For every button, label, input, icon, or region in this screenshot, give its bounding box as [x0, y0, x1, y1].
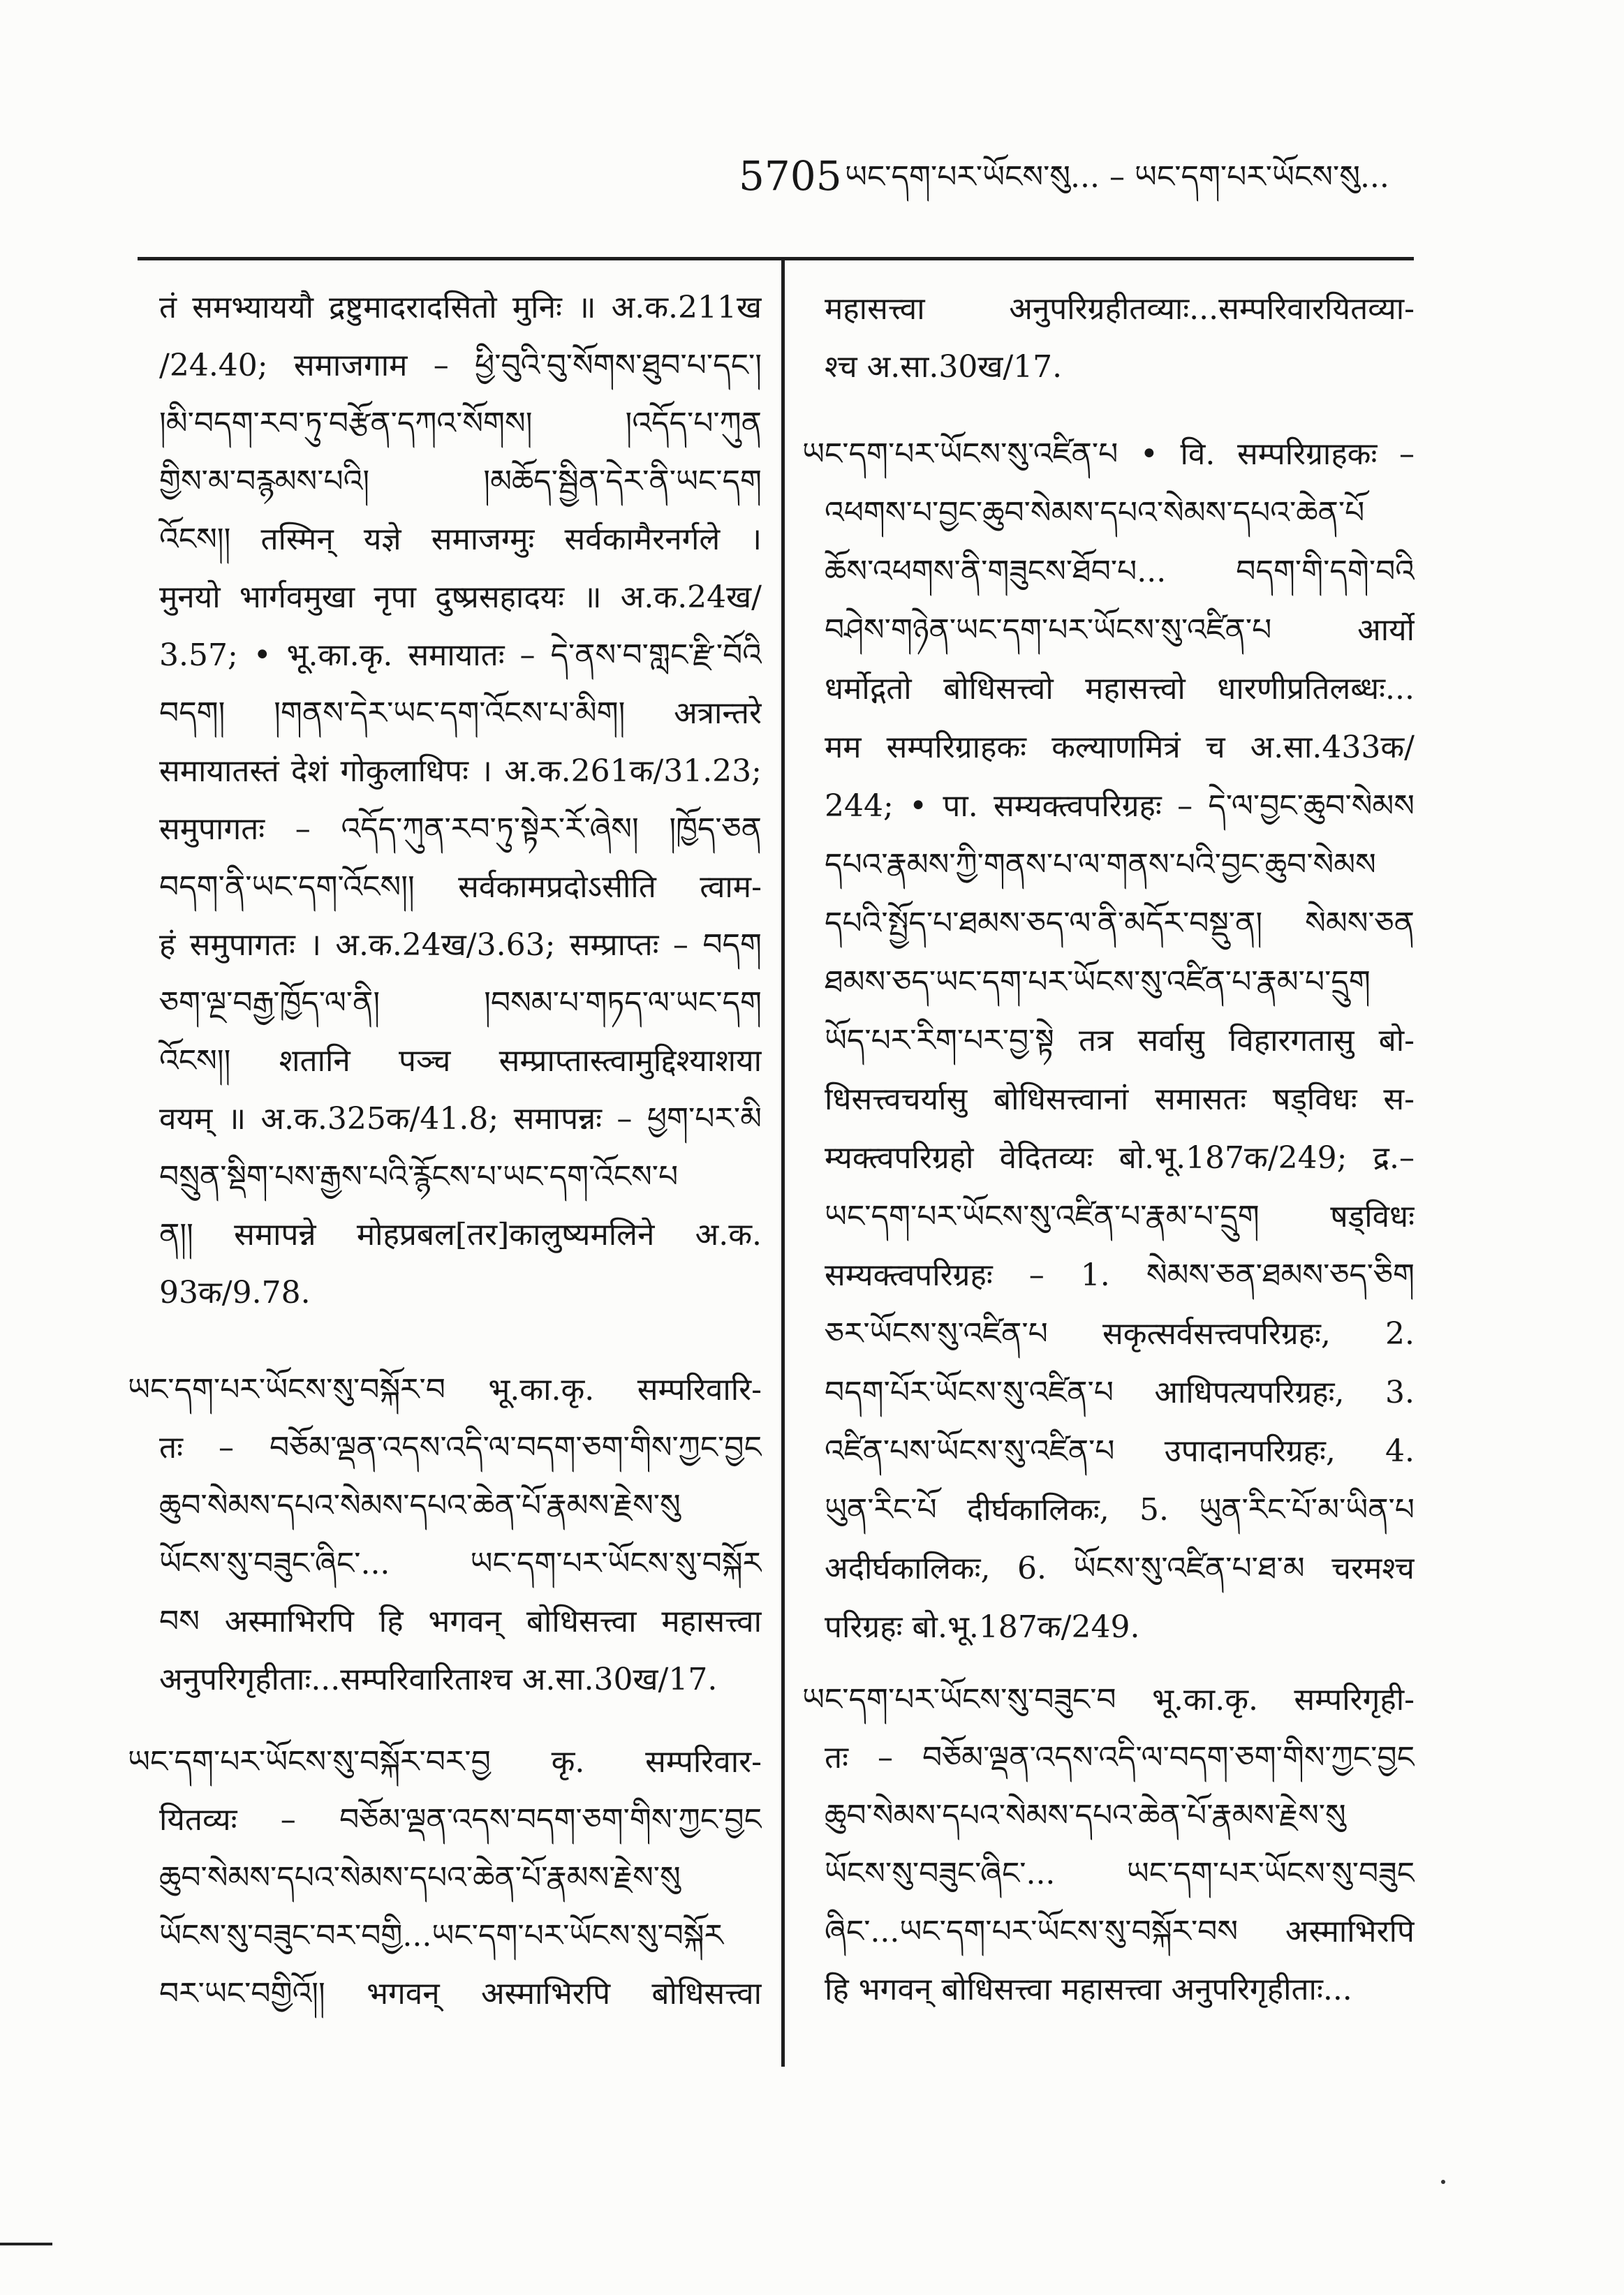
text-line: तः – བཅོམ་ལྡན་འདས་འདི་ལ་བདག་ཅག་གིས་ཀྱང་བྱང — [825, 1740, 1415, 1776]
left-column — [128, 0, 762, 2295]
entry-block — [128, 1361, 762, 1709]
column-divider — [781, 260, 785, 2067]
text-line: བཤེས་གཉེན་ཡང་དག་པར་ཡོངས་སུ་འཛིན་པ आर्यो — [825, 612, 1415, 648]
text-line: सम्यक्त्वपरिग्रहः – 1. སེམས་ཅན་ཐམས་ཅད་ཅིག — [825, 1257, 1415, 1293]
text-line: धर्मोद्गतो बोधिसत्त्वो महासत्त्वो धारणीप्रतिलब्धः... — [825, 671, 1415, 707]
text-line: महासत्त्वा अनुपरिग्रहीतव्याः...सम्परिवारयितव्या- — [825, 291, 1415, 327]
entry-headword-line: ཡང་དག་པར་ཡོངས་སུ་འཛིན་པ • वि. सम्परिग्राहकः – — [802, 436, 1415, 472]
text-line: हि भगवन् बोधिसत्त्वा महासत्त्वा अनुपरिगृहीताः... — [825, 1972, 1352, 2007]
text-line: ཅག་ལྔ་བརྒྱ་ཁྱོད་ལ་ནི། །བསམ་པ་གཏད་ལ་ཡང་དག — [159, 985, 762, 1021]
text-line: ན།། समापन्ने मोहप्रबल[तर]कालुष्यमलिने अ.क. — [159, 1217, 762, 1253]
text-line: ཡོད་པར་རིག་པར་བྱ་སྟེ तत्र सर्वासु विहारगतासु बो- — [825, 1023, 1415, 1058]
text-line: म्यक्त्वपरिग्रहो वेदितव्यः बो.भू.187क/249; द्र.– — [825, 1140, 1415, 1176]
text-line: བསྲུན་སྡིག་པས་རྒྱས་པའི་རྙོངས་པ་ཡང་དག་འོངས་པ — [159, 1159, 679, 1195]
text-line: ཡོངས་སུ་བཟུང་ཞིང་... ཡང་དག་པར་ཡོངས་སུ་བསྐོར — [159, 1546, 762, 1581]
right-column — [802, 0, 1415, 2295]
text-line: अनुपरिगृहीताः...सम्परिवारिताश्च अ.सा.30ख/17. — [159, 1662, 718, 1697]
continued-entry-block — [802, 280, 1415, 396]
scan-edge-mark — [0, 2243, 52, 2245]
text-line: ཆོས་འཕགས་ནི་གཟུངས་ཐོབ་པ... བདག་གི་དགེ་བའི — [825, 554, 1415, 589]
text-line: འོངས།། तस्मिन् यज्ञे समाजग्मुः सर्वकामैरनर्गले । — [159, 522, 762, 557]
text-line: समुपागतः – འདོད་ཀུན་རབ་ཏུ་སྟེར་རོ་ཞེས། །ཁྱོད་ཅན — [159, 811, 762, 847]
text-line: བདག། །གནས་དེར་ཡང་དག་འོངས་པ་མིག། अत्रान्तरे — [159, 695, 762, 731]
text-line: परिग्रहः बो.भू.187क/249. — [825, 1609, 1140, 1645]
text-line: ཡུན་རིང་པོ दीर्घकालिकः, 5. ཡུན་རིང་པོ་མ་ཡིན་པ — [825, 1492, 1415, 1528]
text-line: तं समभ्याययौ द्रष्टुमादरादसितो मुनिः ॥ अ.क.211ख — [159, 290, 762, 325]
text-line: གྱིས་མ་བརྙམས་པའི། །མཆོད་སྦྱིན་དེར་ནི་ཡང་དག — [159, 464, 762, 499]
text-line: 244; • पा. सम्यक्त्वपरिग्रहः – དེ་ལ་བྱང་ཆུབ་སེམས — [825, 788, 1415, 824]
text-line: मम सम्परिग्राहकः कल्याणमित्रं च अ.सा.433क/ — [825, 730, 1415, 765]
running-head: ཡང་དག་པར་ཡོངས་སུ... – ཡང་དག་པར་ཡོངས་སུ... — [845, 159, 1389, 195]
text-line: 93क/9.78. — [159, 1275, 311, 1311]
text-line: །མི་བདག་རབ་ཏུ་བརྩོན་དཀའ་སོགས། །འདོད་པ་ཀུན — [159, 406, 762, 441]
continued-entry-block — [128, 279, 762, 1322]
text-line: བདག་པོར་ཡོངས་སུ་འཛིན་པ आधिपत्यपरिग्रहः, 3. — [825, 1375, 1415, 1410]
text-line: དཔའི་སྤྱོད་པ་ཐམས་ཅད་ལ་ནི་མདོར་བསྡུ་ན། སེམས་ཅན — [825, 906, 1415, 941]
text-line: ཡོངས་སུ་བཟུང་ཞིང་... ཡང་དག་པར་ཡོངས་སུ་བཟུང — [825, 1856, 1415, 1891]
entry-block — [128, 1733, 762, 2023]
text-line: ཡོངས་སུ་བཟུང་བར་བགྱི...ཡང་དག་པར་ཡོངས་སུ་བསྐོར — [159, 1918, 723, 1954]
text-line: श्च अ.सा.30ख/17. — [825, 349, 1063, 385]
text-line: འཕགས་པ་བྱང་ཆུབ་སེམས་དཔའ་སེམས་དཔའ་ཆེན་པོ — [825, 495, 1365, 531]
entry-headword-line: ཡང་དག་པར་ཡོངས་སུ་བསྐོར་བར་བྱ कृ. सम्परिवार- — [128, 1744, 762, 1780]
text-line: ཅར་ཡོངས་སུ་འཛིན་པ सकृत्सर्वसत्त्वपरिग्रहः, 2. — [825, 1316, 1415, 1352]
text-line: ཡང་དག་པར་ཡོངས་སུ་འཛིན་པ་རྣམ་པ་དྲུག षड्विधः — [825, 1199, 1415, 1234]
text-line: समायातस्तं देशं गोकुलाधिपः । अ.क.261क/31.23; — [159, 753, 762, 789]
text-line: བདག་ནི་ཡང་དག་འོངས།། सर्वकामप्रदोऽसीति त्वाम- — [159, 869, 762, 905]
entry-block — [802, 425, 1415, 1657]
text-line: हं समुपागतः । अ.क.24ख/3.63; सम्प्राप्तः – བདག — [159, 927, 762, 963]
page-number: 5705 — [739, 152, 842, 200]
text-line: /24.40; समाजगाम – ཕྱི་བུའི་བུ་སོགས་ཐུབ་པ་དང་། — [159, 348, 762, 383]
entry-block — [802, 1671, 1415, 2019]
text-line: ཐམས་ཅད་ཡང་དག་པར་ཡོངས་སུ་འཛིན་པ་རྣམ་པ་དྲུག — [825, 964, 1371, 1000]
text-line: यितव्यः – བཅོམ་ལྡན་འདས་བདག་ཅག་གིས་ཀྱང་བྱང — [159, 1802, 762, 1838]
text-line: བས अस्माभिरपि हि भगवन् बोधिसत्त्वा महासत्त्वा — [159, 1604, 762, 1639]
text-line: ཞིང་...ཡང་དག་པར་ཡོངས་སུ་བསྐོར་བས अस्माभिरपि — [825, 1914, 1415, 1949]
text-line: འོངས།། शतानि पञ्च सम्प्राप्तास्त्वामुद्दिश्याशया — [159, 1043, 762, 1079]
entry-headword-line: ཡང་དག་པར་ཡོངས་སུ་བསྐོར་བ भू.का.कृ. सम्परिवारि- — [128, 1372, 762, 1408]
text-line: मुनयो भार्गवमुखा नृपा दुष्प्रसहादयः ॥ अ.क.24ख/ — [159, 580, 762, 615]
text-line: ཆུབ་སེམས་དཔའ་སེམས་དཔའ་ཆེན་པོ་རྣམས་རྗེས་སུ — [825, 1798, 1346, 1833]
text-line: धिसत्त्वचर्यासु बोधिसत्त्वानां समासतः षड्विधः स- — [825, 1082, 1415, 1117]
entry-headword-line: ཡང་དག་པར་ཡོངས་སུ་བཟུང་བ भू.का.कृ. सम्परिगृही- — [802, 1682, 1415, 1718]
text-line: ཆུབ་སེམས་དཔའ་སེམས་དཔའ་ཆེན་པོ་རྣམས་རྗེས་སུ — [159, 1860, 681, 1896]
scan-dust-dot — [1441, 2180, 1445, 2184]
text-line: འཛིན་པས་ཡོངས་སུ་འཛིན་པ उपादानपरिग्रहः, 4. — [825, 1433, 1415, 1469]
text-line: 3.57; • भू.का.कृ. समायातः – དེ་ནས་བ་གླང་རྫི་བོའི — [159, 637, 762, 673]
text-line: དཔའ་རྣམས་ཀྱི་གནས་པ་ལ་གནས་པའི་བྱང་ཆུབ་སེམས — [825, 847, 1376, 883]
text-line: བར་ཡང་བགྱིའོ།། भगवन् अस्माभिरपि बोधिसत्त्वा — [159, 1976, 762, 2012]
text-line: तः – བཅོམ་ལྡན་འདས་འདི་ལ་བདག་ཅག་གིས་ཀྱང་བྱང — [159, 1430, 762, 1466]
text-line: अदीर्घकालिकः, 6. ཡོངས་སུ་འཛིན་པ་ཐ་མ चरमश्च — [825, 1551, 1415, 1586]
text-line: ཆུབ་སེམས་དཔའ་སེམས་དཔའ་ཆེན་པོ་རྣམས་རྗེས་སུ — [159, 1488, 681, 1523]
text-line: वयम् ॥ अ.क.325क/41.8; समापन्नः – ཕྱག་པར་མི — [159, 1101, 762, 1137]
